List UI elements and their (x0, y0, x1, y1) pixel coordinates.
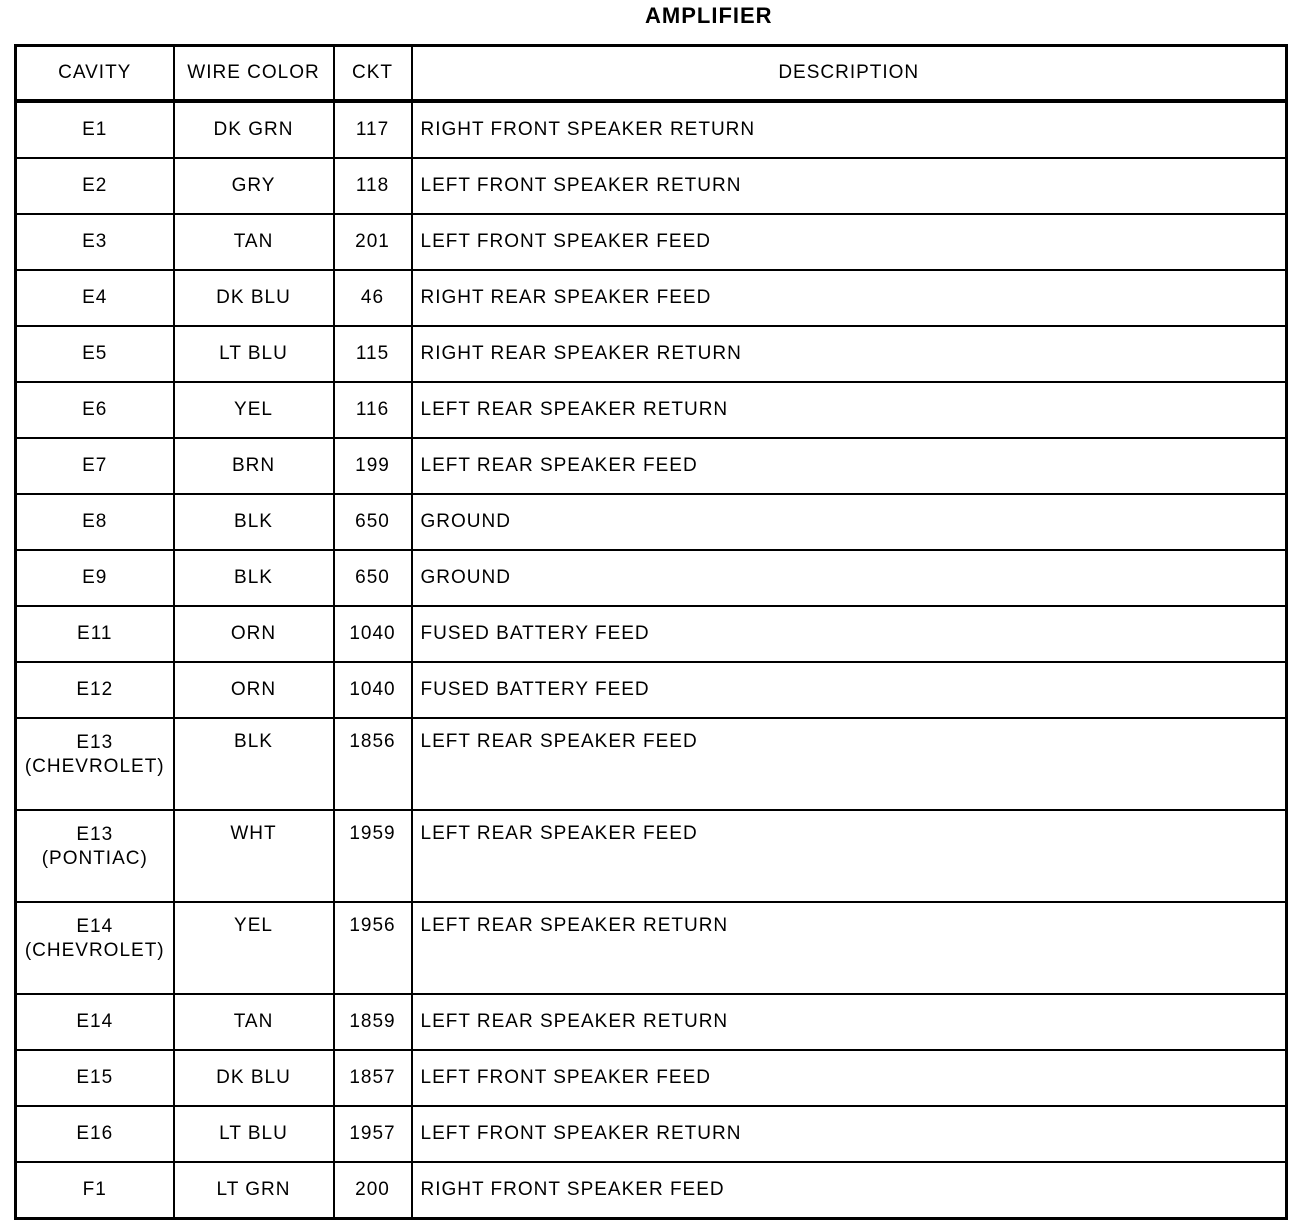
header-wire-color: WIRE COLOR (174, 46, 334, 102)
cavity-value: E2 (82, 175, 108, 196)
ckt-cell: 116 (334, 382, 412, 438)
description-cell: LEFT REAR SPEAKER RETURN (412, 382, 1287, 438)
cavity-value: E8 (82, 511, 108, 532)
ckt-cell: 1859 (334, 994, 412, 1050)
ckt-cell: 200 (334, 1162, 412, 1219)
cavity-value: E1 (82, 119, 108, 140)
cavity-cell (16, 662, 174, 718)
cavity-cell (16, 494, 174, 550)
table-header-row (16, 46, 1287, 102)
cavity-value: E16 (76, 1123, 114, 1144)
page-title (420, 3, 1020, 29)
table-row (16, 214, 1287, 270)
description-cell: LEFT FRONT SPEAKER RETURN (412, 158, 1287, 214)
table-row (16, 158, 1287, 214)
description-cell: RIGHT FRONT SPEAKER FEED (412, 1162, 1287, 1219)
header-ckt: CKT (334, 46, 412, 102)
page-title-text: AMPLIFIER (645, 3, 773, 28)
cavity-cell (16, 438, 174, 494)
description-cell: LEFT REAR SPEAKER RETURN (412, 902, 1287, 994)
wire-color-cell: DK BLU (174, 1050, 334, 1106)
description-cell: RIGHT REAR SPEAKER FEED (412, 270, 1287, 326)
cavity-value: E15 (76, 1067, 114, 1088)
table-row (16, 606, 1287, 662)
ckt-cell: 1856 (334, 718, 412, 810)
wire-color-cell: TAN (174, 214, 334, 270)
header-description: DESCRIPTION (412, 46, 1287, 102)
wire-color-cell: LT BLU (174, 326, 334, 382)
cavity-value: E13 (76, 824, 114, 845)
ckt-cell: 199 (334, 438, 412, 494)
description-cell: LEFT REAR SPEAKER RETURN (412, 994, 1287, 1050)
cavity-cell (16, 101, 174, 158)
wire-color-cell: YEL (174, 382, 334, 438)
wire-color-cell: LT BLU (174, 1106, 334, 1162)
cavity-cell (16, 326, 174, 382)
cavity-value: E11 (77, 623, 113, 644)
cavity-cell (16, 1050, 174, 1106)
table-row (16, 494, 1287, 550)
description-cell: RIGHT REAR SPEAKER RETURN (412, 326, 1287, 382)
table-row (16, 326, 1287, 382)
ckt-cell: 118 (334, 158, 412, 214)
cavity-value: E6 (82, 399, 108, 420)
wire-color-cell: LT GRN (174, 1162, 334, 1219)
ckt-cell: 1040 (334, 606, 412, 662)
cavity-cell (16, 1106, 174, 1162)
wire-color-cell: BLK (174, 494, 334, 550)
table-row (16, 438, 1287, 494)
table-row (16, 662, 1287, 718)
table-row (16, 382, 1287, 438)
wire-color-cell: TAN (174, 994, 334, 1050)
wire-color-cell: WHT (174, 810, 334, 902)
table-row (16, 1162, 1287, 1219)
table-row (16, 1106, 1287, 1162)
cavity-cell (16, 810, 174, 902)
wire-color-cell: BRN (174, 438, 334, 494)
cavity-cell (16, 718, 174, 810)
ckt-cell: 1957 (334, 1106, 412, 1162)
table-body (16, 101, 1287, 1219)
table-row (16, 1050, 1287, 1106)
ckt-cell: 46 (334, 270, 412, 326)
table-row (16, 101, 1287, 158)
cavity-cell (16, 158, 174, 214)
header-cavity: CAVITY (16, 46, 174, 102)
table-row (16, 810, 1287, 902)
description-cell: LEFT REAR SPEAKER FEED (412, 810, 1287, 902)
ckt-cell: 1956 (334, 902, 412, 994)
amplifier-pinout-table (14, 44, 1288, 1220)
description-cell: LEFT FRONT SPEAKER FEED (412, 1050, 1287, 1106)
ckt-cell: 1857 (334, 1050, 412, 1106)
wire-color-cell: GRY (174, 158, 334, 214)
cavity-cell (16, 994, 174, 1050)
cavity-cell (16, 214, 174, 270)
cavity-value: E9 (82, 567, 108, 588)
wire-color-cell: DK GRN (174, 101, 334, 158)
cavity-value: E3 (82, 231, 108, 252)
table-row (16, 550, 1287, 606)
description-cell: LEFT REAR SPEAKER FEED (412, 718, 1287, 810)
table-row (16, 994, 1287, 1050)
ckt-cell: 115 (334, 326, 412, 382)
description-cell: GROUND (412, 550, 1287, 606)
cavity-note: (CHEVROLET) (24, 940, 165, 961)
description-cell: LEFT FRONT SPEAKER FEED (412, 214, 1287, 270)
cavity-value: E13 (76, 732, 114, 753)
cavity-value: E14 (76, 916, 114, 937)
table-row (16, 902, 1287, 994)
ckt-cell: 650 (334, 550, 412, 606)
cavity-value: E5 (82, 343, 108, 364)
cavity-value: E14 (76, 1011, 114, 1032)
cavity-value: E4 (82, 287, 108, 308)
table-row (16, 270, 1287, 326)
table-row (16, 718, 1287, 810)
description-cell: GROUND (412, 494, 1287, 550)
cavity-note: (CHEVROLET) (24, 756, 165, 777)
wire-color-cell: DK BLU (174, 270, 334, 326)
description-cell: LEFT FRONT SPEAKER RETURN (412, 1106, 1287, 1162)
cavity-value: E7 (82, 455, 108, 476)
wire-color-cell: ORN (174, 606, 334, 662)
wire-color-cell: BLK (174, 718, 334, 810)
ckt-cell: 117 (334, 101, 412, 158)
ckt-cell: 1959 (334, 810, 412, 902)
cavity-value: F1 (82, 1179, 107, 1200)
cavity-cell (16, 1162, 174, 1219)
ckt-cell: 1040 (334, 662, 412, 718)
description-cell: LEFT REAR SPEAKER FEED (412, 438, 1287, 494)
cavity-value: E12 (76, 679, 114, 700)
description-cell: FUSED BATTERY FEED (412, 662, 1287, 718)
cavity-cell (16, 382, 174, 438)
wire-color-cell: ORN (174, 662, 334, 718)
wire-color-cell: YEL (174, 902, 334, 994)
wire-color-cell: BLK (174, 550, 334, 606)
cavity-cell (16, 270, 174, 326)
ckt-cell: 201 (334, 214, 412, 270)
cavity-cell (16, 902, 174, 994)
cavity-cell (16, 606, 174, 662)
cavity-cell (16, 550, 174, 606)
cavity-note: (PONTIAC) (41, 848, 148, 869)
description-cell: FUSED BATTERY FEED (412, 606, 1287, 662)
description-cell: RIGHT FRONT SPEAKER RETURN (412, 101, 1287, 158)
ckt-cell: 650 (334, 494, 412, 550)
